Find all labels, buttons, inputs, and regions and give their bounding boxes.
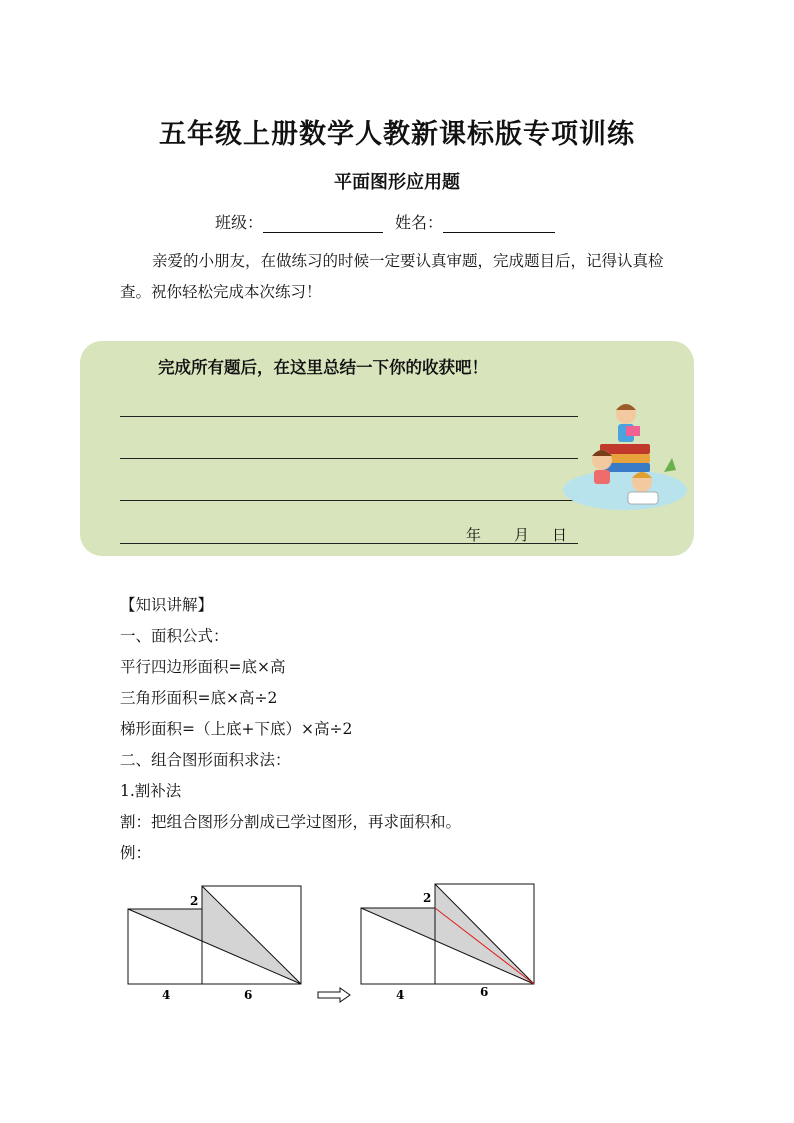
name-label: 姓名： bbox=[395, 213, 444, 232]
right-dim-top: 2 bbox=[423, 891, 432, 905]
right-dim-right: 6 bbox=[480, 985, 489, 999]
right-dim-left: 4 bbox=[396, 988, 405, 1002]
left-shaded-region bbox=[128, 886, 301, 984]
section-title: 【知识讲解】 bbox=[120, 596, 214, 614]
date-year: 年 bbox=[466, 526, 482, 544]
left-dim-right: 6 bbox=[244, 988, 253, 1002]
rug-shape bbox=[563, 470, 687, 510]
summary-line-4[interactable] bbox=[120, 543, 578, 544]
summary-line-1[interactable] bbox=[120, 416, 578, 417]
example-figures bbox=[110, 878, 560, 1008]
student-info-fields bbox=[215, 210, 555, 233]
formula-parallelogram: 平行四边形面积=底×高 bbox=[120, 658, 286, 676]
combined-heading: 二、组合图形面积求法： bbox=[120, 751, 291, 769]
right-figure bbox=[361, 884, 534, 1002]
summary-line-3[interactable] bbox=[120, 500, 578, 501]
right-arrow-icon bbox=[318, 988, 350, 1002]
method-title: 1.割补法 bbox=[120, 782, 182, 800]
children-reading-books-illustration bbox=[560, 398, 690, 520]
date-day: 日 bbox=[552, 526, 568, 544]
formula-triangle: 三角形面积=底×高÷2 bbox=[120, 689, 278, 707]
left-dim-top: 2 bbox=[190, 894, 199, 908]
class-label: 班级： bbox=[215, 213, 264, 232]
name-blank[interactable] bbox=[443, 212, 555, 233]
formula-trapezoid: 梯形面积=（上底+下底）×高÷2 bbox=[120, 720, 353, 738]
example-label: 例： bbox=[120, 844, 152, 862]
class-blank[interactable] bbox=[263, 212, 383, 233]
date-month: 月 bbox=[514, 526, 530, 544]
page-title: 五年级上册数学人教新课标版专项训练 bbox=[159, 119, 635, 150]
intro-paragraph: 亲爱的小朋友，在做练习的时候一定要认真审题，完成题目后，记得认真检查。祝你轻松完成本次练习！ bbox=[120, 252, 664, 301]
summary-line-2[interactable] bbox=[120, 458, 578, 459]
page-subtitle: 平面图形应用题 bbox=[334, 172, 460, 193]
left-figure bbox=[128, 886, 301, 1002]
open-book-icon bbox=[626, 426, 640, 436]
summary-heading: 完成所有题后，在这里总结一下你的收获吧！ bbox=[158, 358, 488, 377]
area-heading: 一、面积公式： bbox=[120, 627, 229, 645]
left-dim-left: 4 bbox=[162, 988, 171, 1002]
method-description: 割：把组合图形分割成已学过图形，再求面积和。 bbox=[120, 813, 462, 831]
right-shaded-region bbox=[361, 884, 534, 984]
